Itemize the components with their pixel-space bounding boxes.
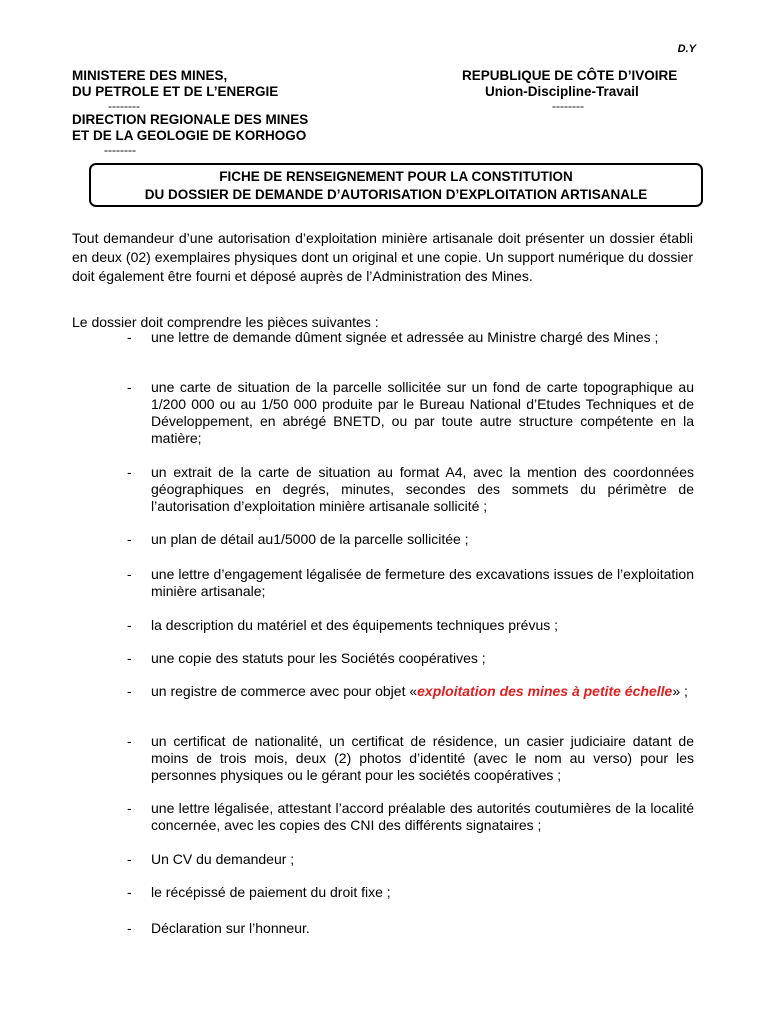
separator: -------- — [108, 99, 140, 113]
bullet: - — [127, 683, 132, 699]
bullet: - — [127, 920, 132, 936]
bullet: - — [127, 464, 132, 480]
ministry-line-1: MINISTERE DES MINES, — [72, 68, 228, 83]
republic-header — [462, 68, 677, 112]
bullet: - — [127, 531, 132, 547]
list-item-text: une carte de situation de la parcelle sollicitée sur un fond de carte topographique au 1/200 000 ou au 1/50 000 produite par le Bureau National d’Etudes Techniques et de Développement, en abrégé BNETD, ou par toute autre structure compétente en la matière; — [151, 379, 694, 446]
form-title-line-2: DU DOSSIER DE DEMANDE D’AUTORISATION D’EXPLOITATION ARTISANALE — [144, 187, 648, 202]
intro-paragraph: Tout demandeur d’une autorisation d’exploitation minière artisanale doit présenter un dossier établi en deux (02) exemplaires physiques dont un original et une copie. Un support numérique du dossier doit également être fourni et déposé auprès de l’Administration des Mines. — [72, 230, 693, 284]
list-item-text: Déclaration sur l’honneur. — [151, 920, 310, 936]
list-item-text: Un CV du demandeur ; — [151, 851, 295, 867]
list-item-text: une lettre d’engagement légalisée de fermeture des excavations issues de l’exploitation minière artisanale; — [151, 566, 694, 599]
list-item-text: une copie des statuts pour les Sociétés coopératives ; — [151, 650, 486, 666]
republic-motto: Union-Discipline-Travail — [485, 84, 639, 99]
registre-text-before: un registre de commerce avec pour objet « — [151, 683, 418, 699]
list-lead: Le dossier doit comprendre les pièces suivantes : — [72, 314, 379, 330]
bullet: - — [127, 851, 132, 867]
ministry-header — [72, 68, 308, 156]
registre-text-after: » ; — [672, 683, 688, 699]
form-title-line-1: FICHE DE RENSEIGNEMENT POUR LA CONSTITUTION — [219, 169, 573, 184]
direction-line-2: ET DE LA GEOLOGIE DE KORHOGO — [72, 128, 307, 143]
republic-name: REPUBLIQUE DE CÔTE D’IVOIRE — [462, 68, 678, 83]
bullet: - — [127, 329, 132, 345]
list-item-text: un plan de détail au1/5000 de la parcelle sollicitée ; — [151, 531, 469, 547]
bullet: - — [127, 884, 132, 900]
list-item-text: une lettre de demande dûment signée et adressée au Ministre chargé des Mines ; — [151, 329, 659, 345]
bullet: - — [127, 379, 132, 395]
list-item-text: le récépissé de paiement du droit fixe ; — [151, 884, 391, 900]
registre-highlight: exploitation des mines à petite échelle — [417, 683, 673, 699]
list-item-text: un extrait de la carte de situation au format A4, avec la mention des coordonnées géographiques en degrés, minutes, secondes des sommets du périmètre de l’autorisation d’exploitation minière artisanale sollicité ; — [151, 464, 694, 514]
list-item-text: un certificat de nationalité, un certificat de résidence, un casier judiciaire datant de moins de trois mois, deux (2) photos d’identité (avec le nom au verso) pour les personnes physiques ou le gérant pour les sociétés coopératives ; — [151, 733, 694, 783]
bullet: - — [127, 617, 132, 633]
list-item-text: une lettre légalisée, attestant l’accord préalable des autorités coutumières de la localité concernée, avec les copies des CNI des différents signataires ; — [151, 800, 694, 833]
document-initials: D.Y — [677, 43, 696, 55]
list-item-text — [151, 683, 694, 700]
separator: -------- — [104, 143, 136, 157]
direction-line-1: DIRECTION REGIONALE DES MINES — [72, 112, 309, 127]
bullet: - — [127, 566, 132, 582]
ministry-line-2: DU PETROLE ET DE L’ENERGIE — [72, 84, 279, 99]
list-item-text: la description du matériel et des équipements techniques prévus ; — [151, 617, 559, 633]
bullet: - — [127, 800, 132, 816]
form-title-box — [89, 163, 703, 207]
separator: -------- — [552, 99, 584, 113]
bullet: - — [127, 650, 132, 666]
bullet: - — [127, 733, 132, 749]
